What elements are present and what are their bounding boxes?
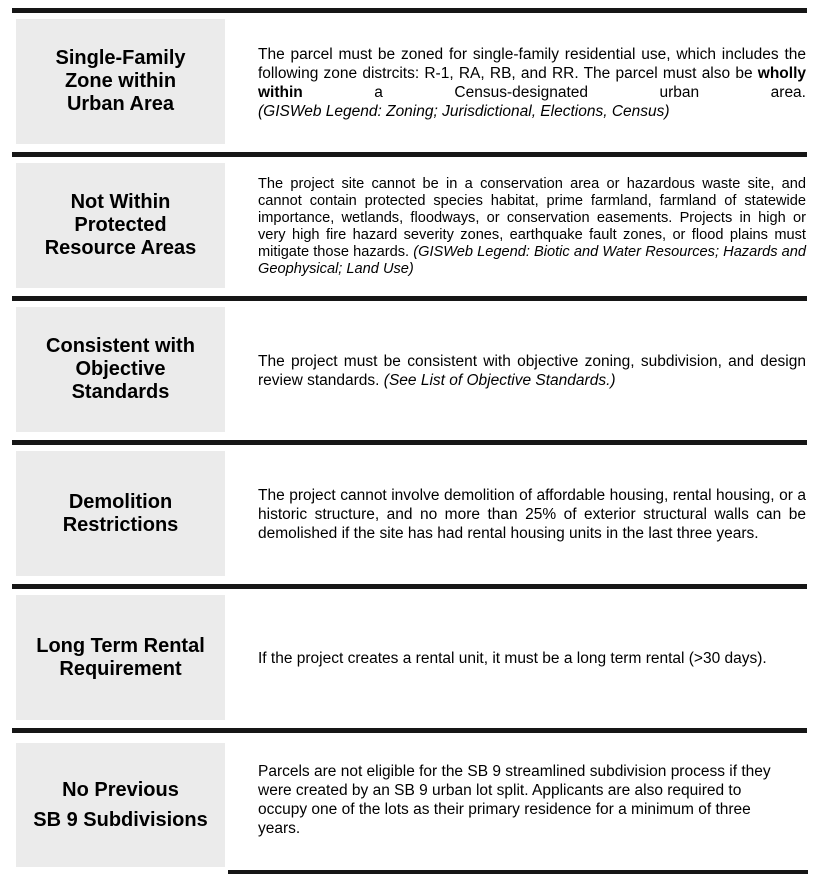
table-row — [12, 728, 807, 867]
heading-line: No Previous — [62, 779, 179, 801]
criterion-heading-cell — [16, 13, 225, 152]
heading-line: Demolition — [68, 490, 173, 513]
gisweb-legend-note: (GISWeb Legend: Biotic and Water Resources; Hazards and Geophysical; Land Use) — [258, 243, 806, 277]
table-row — [12, 440, 807, 584]
criterion-heading-box — [16, 19, 225, 144]
criterion-heading-cell — [16, 445, 225, 584]
criterion-heading-box — [16, 451, 225, 576]
heading-line: Protected — [74, 214, 167, 236]
criteria-table — [12, 8, 807, 874]
heading-line: SB 9 Subdivisions — [33, 809, 208, 831]
criterion-heading-cell — [16, 733, 225, 867]
heading-line: Long Term Rental — [36, 634, 205, 657]
criterion-heading-box — [16, 307, 225, 432]
table-row — [12, 8, 807, 152]
criterion-heading-box — [16, 163, 225, 288]
heading-line: Objective — [75, 358, 166, 380]
criterion-heading-cell — [16, 589, 225, 728]
table-row — [12, 296, 807, 440]
text-segment: The project must be consistent with objective zoning, subdivision, and design review standards. — [258, 352, 806, 389]
criterion-text: If the project creates a rental unit, it must be a long term rental (>30 days). — [258, 650, 767, 667]
criterion-text — [258, 352, 806, 390]
heading-line: Resource Areas — [44, 237, 197, 259]
criterion-heading-box — [16, 595, 225, 720]
text-segment: a Census-designated urban area. — [302, 83, 806, 101]
criterion-description-cell — [258, 352, 806, 390]
text-segment: The project site cannot be in a conservation area or hazardous waste site, and cannot contain protected species habitat, prime farmland, farmland of statewide importance, wetlands, floodways, or conservation easements. Projects in high or very high fire hazard severity zones, earthquake fault zones, or flood plains must mitigate those hazards. — [258, 175, 806, 260]
heading-line: Restrictions — [62, 513, 179, 536]
criterion-description-cell — [258, 45, 806, 121]
criterion-heading-cell — [16, 301, 225, 440]
criterion-heading-cell — [16, 157, 225, 296]
criterion-text: The project cannot involve demolition of affordable housing, rental housing, or a historic structure, and no more than 25% of exterior structural walls can be demolished if the site has had rental housing units in the last three years. — [258, 487, 806, 542]
criterion-text: Parcels are not eligible for the SB 9 streamlined subdivision process if they were created by an SB 9 urban lot split. Applicants are also required to occupy one of the lots as their primary residence for a minimum of three years. — [258, 763, 771, 837]
text-segment: The parcel must be zoned for single-family residential use, which includes the following zone distrcits: R-1, RA, RB, and RR. The parcel must also be — [258, 45, 806, 82]
heading-line: Urban Area — [66, 93, 175, 115]
criterion-description-cell — [258, 649, 806, 668]
bottom-rule — [228, 870, 808, 874]
heading-line: Single-Family — [55, 47, 186, 69]
heading-line: Standards — [71, 381, 170, 403]
table-row — [12, 584, 807, 728]
criterion-text — [258, 45, 806, 102]
heading-line: Zone within — [64, 70, 177, 92]
table-row — [12, 152, 807, 296]
heading-line: Consistent with — [46, 335, 195, 357]
criterion-description-cell — [258, 486, 806, 543]
heading-line: Not Within — [70, 191, 171, 213]
heading-line: Requirement — [59, 657, 182, 680]
bold-text-segment: wholly within — [258, 64, 806, 101]
criterion-description-cell — [258, 176, 806, 278]
gisweb-legend-note: (GISWeb Legend: Zoning; Jurisdictional, Elections, Census) — [258, 102, 670, 120]
criterion-heading-box — [16, 743, 225, 867]
criterion-description-cell — [258, 762, 806, 838]
objective-standards-note: (See List of Objective Standards.) — [383, 371, 616, 389]
criterion-text — [258, 176, 806, 278]
